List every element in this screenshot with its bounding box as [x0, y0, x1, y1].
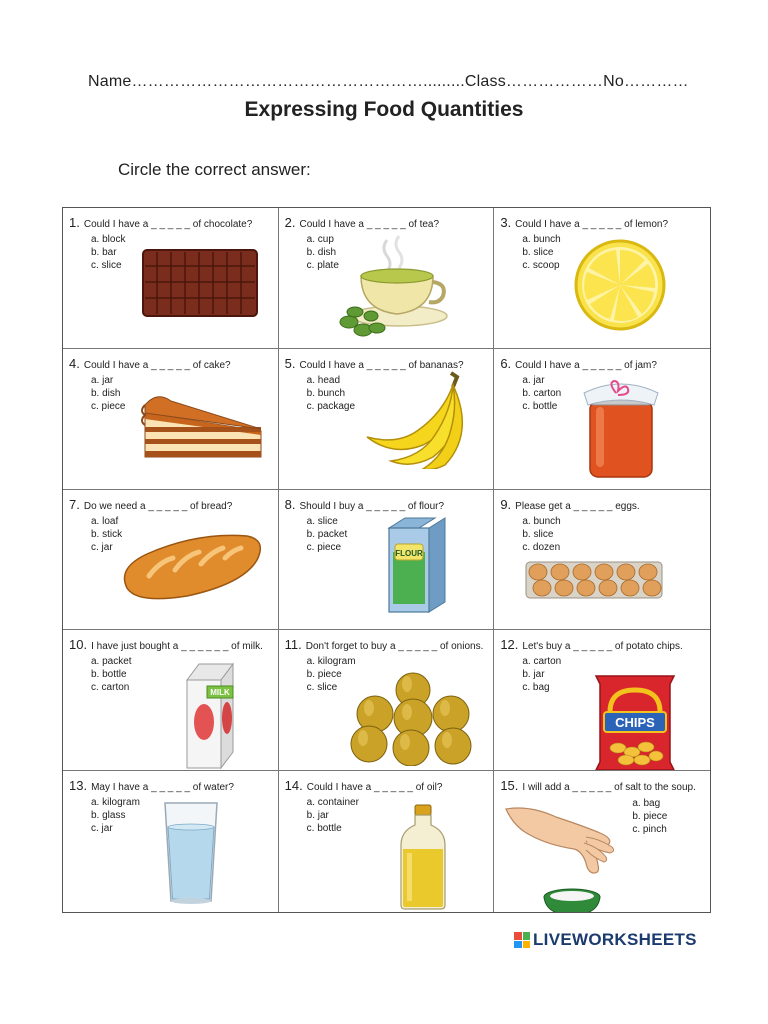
question-text: Could I have a _ _ _ _ _ of jam?: [515, 359, 657, 371]
option-a[interactable]: a. block: [91, 234, 126, 245]
option-a[interactable]: a. carton: [522, 656, 562, 668]
question-grid: [62, 207, 711, 913]
option-c[interactable]: c. bag: [522, 682, 550, 694]
logo-square: [514, 941, 522, 949]
option-b[interactable]: b. dish: [306, 247, 337, 258]
liveworksheets-logo-icon: [514, 932, 530, 948]
option-a[interactable]: a. kilogram: [306, 656, 356, 668]
option-b[interactable]: b. packet: [306, 528, 348, 540]
question-cell-5: [279, 349, 495, 490]
question-number: 5.: [284, 355, 296, 371]
question-text: I have just bought a _ _ _ _ _ _ of milk.: [91, 641, 263, 653]
option-b[interactable]: b. jar: [306, 810, 329, 822]
question-cell-4: [63, 349, 279, 490]
option-b[interactable]: b. jar: [522, 669, 545, 681]
option-c[interactable]: c. jar: [91, 823, 113, 835]
bread-loaf-image: [119, 530, 265, 602]
question-cell-15: [494, 771, 710, 912]
option-c[interactable]: c. piece: [91, 400, 126, 412]
liveworksheets-logo[interactable]: [514, 930, 697, 950]
question-cell-10: [63, 630, 279, 771]
question-text: I will add a _ _ _ _ _ of salt to the soup.: [522, 782, 696, 794]
question-text: Could I have a _ _ _ _ _ of lemon?: [515, 219, 669, 230]
cake-slice-image: [141, 383, 265, 463]
page-title: Expressing Food Quantities: [244, 98, 524, 121]
question-number: 13.: [69, 778, 88, 794]
question-cell-14: [279, 771, 495, 912]
question-number: 1.: [69, 215, 80, 230]
option-b[interactable]: b. slice: [522, 528, 554, 540]
question-text: Could I have a _ _ _ _ _ of cake?: [83, 359, 231, 371]
option-c[interactable]: c. slice: [91, 260, 122, 271]
question-cell-11: [279, 630, 495, 771]
option-c[interactable]: c. jar: [91, 541, 113, 553]
question-cell-13: [63, 771, 279, 912]
name-class-number-line: Name……………………………………………….........Class………………No…………: [88, 73, 689, 90]
logo-square: [523, 932, 531, 940]
question-text: Should I buy a _ _ _ _ _ of flour?: [299, 500, 445, 512]
jam-jar-image: [580, 371, 662, 481]
question-text: Please get a _ _ _ _ _ eggs.: [515, 500, 640, 512]
question-text: Could I have a _ _ _ _ _ of chocolate?: [83, 219, 253, 230]
option-c[interactable]: c. carton: [91, 682, 130, 694]
option-c[interactable]: c. scoop: [522, 260, 560, 271]
option-b[interactable]: b. bar: [91, 247, 117, 258]
option-c[interactable]: c. plate: [306, 260, 339, 271]
option-b[interactable]: b. stick: [91, 528, 123, 540]
question-number: 14.: [284, 778, 303, 794]
liveworksheets-logo-text: LIVEWORKSHEETS: [533, 930, 697, 949]
option-a[interactable]: a. loaf: [91, 515, 119, 527]
option-c[interactable]: c. package: [306, 400, 356, 412]
question-number: 7.: [69, 496, 80, 512]
flour-label: FLOUR: [394, 548, 423, 558]
option-b[interactable]: b. glass: [91, 810, 126, 822]
glass-of-water-image: [161, 799, 221, 907]
option-a[interactable]: a. jar: [91, 374, 114, 386]
question-cell-9: [494, 490, 710, 631]
question-text: Let's buy a _ _ _ _ _ of potato chips.: [522, 641, 683, 653]
option-b[interactable]: b. bottle: [91, 669, 127, 681]
question-number: 6.: [500, 355, 512, 371]
option-a[interactable]: a. bunch: [522, 234, 561, 245]
option-c[interactable]: c. pinch: [632, 824, 667, 836]
milk-carton-image: [181, 660, 243, 771]
option-c[interactable]: c. bottle: [522, 400, 558, 412]
egg-carton-image: [524, 556, 664, 602]
question-cell-2: [279, 208, 495, 349]
lemon-slice-image: [570, 238, 670, 332]
option-b[interactable]: b. bunch: [306, 387, 346, 399]
option-a[interactable]: a. container: [306, 797, 359, 809]
question-cell-8: [279, 490, 495, 631]
question-number: 4.: [69, 355, 80, 371]
question-number: 3.: [500, 215, 512, 230]
tea-cup-image: [337, 232, 457, 340]
potato-chips-bag-image: [592, 672, 678, 771]
option-c[interactable]: c. dozen: [522, 541, 561, 553]
question-cell-3: [494, 208, 710, 349]
oil-bottle-image: [397, 803, 449, 911]
banana-bunch-image: [363, 369, 473, 469]
question-number: 9.: [500, 496, 512, 512]
question-cell-7: [63, 490, 279, 631]
option-a[interactable]: a. packet: [91, 656, 132, 668]
question-number: 12.: [500, 637, 519, 653]
question-text: Could I have a _ _ _ _ _ of bananas?: [299, 359, 464, 371]
option-b[interactable]: b. dish: [91, 387, 121, 399]
question-text: Could I have a _ _ _ _ _ of tea?: [299, 219, 440, 230]
chocolate-bar-image: [141, 248, 259, 318]
question-cell-6: [494, 349, 710, 490]
question-number: 15.: [500, 778, 519, 794]
option-c[interactable]: c. bottle: [306, 823, 342, 835]
question-number: 8.: [284, 496, 296, 512]
milk-label: MILK: [210, 688, 230, 698]
question-cell-1: [63, 208, 279, 349]
option-a[interactable]: a. cup: [306, 234, 334, 245]
question-number: 10.: [69, 637, 88, 653]
option-a[interactable]: a. kilogram: [91, 797, 140, 809]
option-b[interactable]: b. slice: [522, 247, 554, 258]
option-c[interactable]: c. slice: [306, 682, 338, 694]
option-b[interactable]: b. piece: [632, 811, 668, 823]
question-text: May I have a _ _ _ _ _ of water?: [91, 782, 234, 794]
hand-pinching-salt-image: [502, 801, 632, 912]
option-a[interactable]: a. jar: [522, 374, 545, 386]
flour-packet-image: [379, 514, 449, 614]
option-a[interactable]: a. bunch: [522, 515, 561, 527]
question-number: 11.: [284, 637, 302, 653]
question-text: Don't forget to buy a _ _ _ _ _ of onions.: [305, 641, 484, 653]
onions-image: [349, 670, 479, 766]
logo-square: [523, 941, 531, 949]
chips-label: CHIPS: [615, 715, 656, 731]
option-a[interactable]: a. bag: [632, 798, 661, 810]
question-text: Do we need a _ _ _ _ _ of bread?: [83, 500, 233, 512]
instruction-text: Circle the correct answer:: [118, 160, 311, 179]
logo-square: [514, 932, 522, 940]
question-cell-12: [494, 630, 710, 771]
option-b[interactable]: b. piece: [306, 669, 342, 681]
option-c[interactable]: c. piece: [306, 541, 342, 553]
option-a[interactable]: a. slice: [306, 515, 338, 527]
question-text: Could I have a _ _ _ _ _ of oil?: [306, 782, 443, 794]
question-number: 2.: [284, 215, 296, 230]
option-b[interactable]: b. carton: [522, 387, 562, 399]
option-a[interactable]: a. head: [306, 374, 341, 386]
